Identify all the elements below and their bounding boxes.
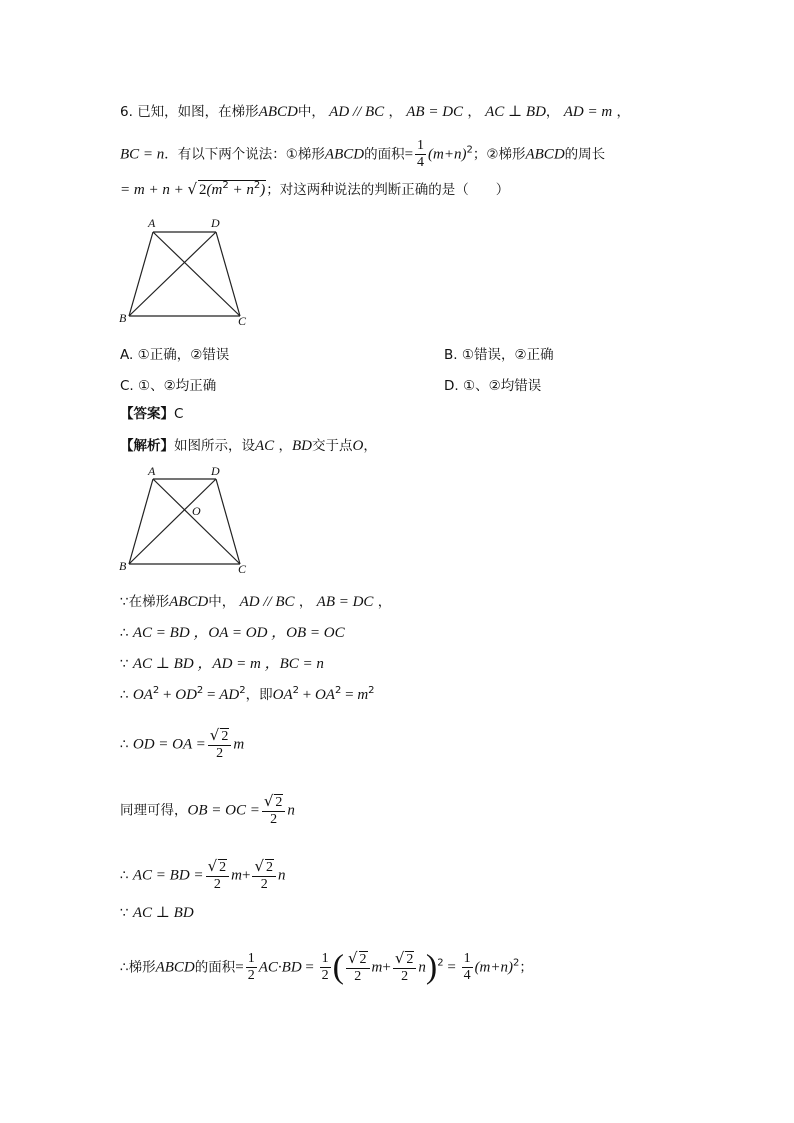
fraction-quarter: $\frac{1}{4}$: [417, 138, 425, 170]
answer-line: 【答案】C: [120, 406, 184, 422]
option-c[interactable]: C. ①、②均正确: [120, 378, 217, 394]
step-5: ∴ OD = OA = $\frac{√ 2}{2}$ m: [120, 726, 245, 761]
label-o: O: [192, 504, 201, 518]
label-c: C: [238, 314, 247, 328]
diagonal-ac: [153, 232, 240, 316]
sqrt-icon: √: [187, 180, 198, 198]
question-line-3: = m + n + √ $2(m^2 + n^2)$；对这两种说法的判断正确的是（ ）: [120, 180, 510, 198]
diagonal-bd: [129, 232, 216, 316]
option-d[interactable]: D. ①、②均错误: [444, 378, 542, 394]
trapezoid-figure: [115, 215, 255, 330]
svg-text:B: B: [119, 559, 127, 573]
svg-text:C: C: [238, 562, 247, 576]
step-3: ∵ AC ⊥ BD ，AD = m ，BC = n: [120, 656, 324, 672]
side-dc: [216, 232, 240, 316]
label-d: D: [211, 216, 220, 230]
question-line-1: 6. 已知，如图，在梯形ABCD中， AD // BC ， AB = DC ， AC ⊥ BD， AD = m ，: [120, 104, 630, 120]
option-a[interactable]: A. ①正确，②错误: [120, 347, 230, 363]
trapezoid-figure-with-o: [115, 463, 255, 581]
step-1: ∵在梯形ABCD中， AD // BC ， AB = DC ，: [120, 594, 392, 610]
step-6: 同理可得，OB = OC = $\frac{√ 2}{2}$ n: [120, 792, 295, 827]
svg-text:A: A: [148, 464, 156, 478]
step-2: ∴ AC = BD ，OA = OD ，OB = OC: [120, 625, 345, 641]
step-4: ∴ $OA^2 + OD^2 = AD^2$，即$OA^2 + OA^2 = m^2$: [120, 685, 375, 703]
analysis-intro: 【解析】如图所示，设AC ，BD交于点O，: [120, 438, 377, 454]
step-8: ∵ AC ⊥ BD: [120, 905, 194, 921]
option-b[interactable]: B. ①错误，②正确: [444, 347, 554, 363]
question-number: 6.: [120, 104, 133, 120]
label-b: B: [119, 311, 127, 325]
question-line-2: BC = n．有以下两个说法：①梯形ABCD的面积= $\frac{1}{4}$ $(m+n)^2$；②梯形ABCD的周长: [120, 138, 606, 170]
step-7: ∴ AC = BD = $\frac{√ 2}{2}$ m+ $\frac{√ 2}{2}$ n: [120, 857, 286, 892]
label-a: A: [148, 216, 156, 230]
side-ab: [129, 232, 153, 316]
step-9: ∴梯形ABCD的面积= $\frac{1}{2}$ AC·BD = $\frac{1}{2}$ ( $\frac{√ 2}{2}$ m+ $\frac{√ 2}{2}$ n)$^2$ = $\frac{1}{4}$ $(m+n)^2$；: [120, 948, 533, 986]
svg-text:D: D: [211, 464, 220, 478]
